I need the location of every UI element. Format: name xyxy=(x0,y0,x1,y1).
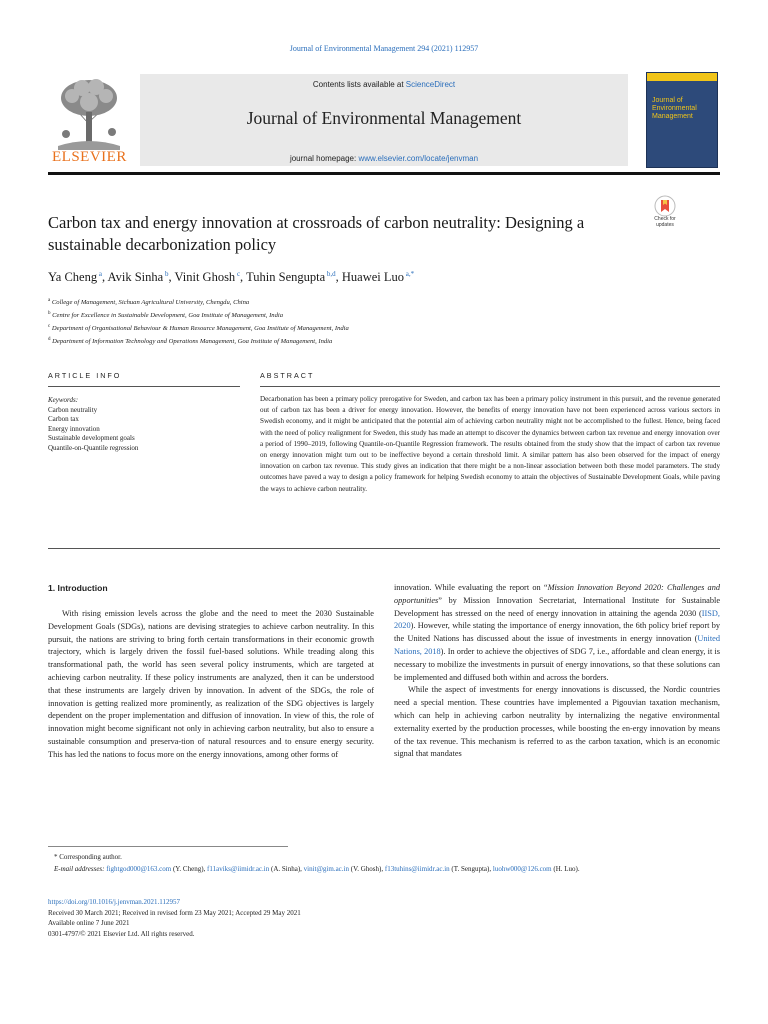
affiliation-marker: c xyxy=(48,323,51,329)
affiliations xyxy=(48,296,720,348)
email-owner: (V. Ghosh), xyxy=(349,865,385,874)
affiliation-text: College of Management, Sichuan Agricultural University, Chengdu, China xyxy=(50,299,250,307)
elsevier-logo[interactable] xyxy=(48,72,130,168)
footnote-rule xyxy=(48,846,288,847)
citation-link-iisd[interactable]: IISD, 2020 xyxy=(394,608,720,631)
text-span: ). However, while stating the importance of energy innovation, the 6th policy brief report by the United Nations has discussed about the issue of investments in energy innovation ( xyxy=(394,621,720,644)
email-owner: (H. Luo). xyxy=(551,865,580,874)
keywords-label: Keywords: xyxy=(48,396,79,404)
footnotes xyxy=(48,851,720,876)
masthead xyxy=(48,70,628,170)
author-name[interactable]: Huawei Luo xyxy=(341,270,405,285)
abstract-text: Decarbonation has been a primary policy prerogative for Sweden, and carbon tax has been a primary policy instrument in this pursuit, and the revenue generated out of carbon tax has been a driver for energy innovation. However, the benefits of energy innovation have not been experienced across various sectors in Swedish economy, and it might be anticipated that the potential aim of achieving carbon neutrality might not be accomplished to the fullest. Hence, being faced with the need of policy realignment for Sweden, this study has made an attempt to discover the dynamics between carbon tax revenue and energy innovation over a period of 1990–2019, following Quantile-on-Quantile Regression framework. The results obtained from the study show that the impact of carbon tax revenue on energy innovation might turn out to be ineffective beyond a certain threshold limit. A similar pattern has also been observed for the impact of energy innovation on carbon tax revenue. This study gives an indication that there might be a non-linear association between both these model parameters. The study outcomes have paved a way to design a policy framework for helping Swedish economy to attain the objectives of Sustainable Development Goals, while paving the ways to achieve carbon neutrality. xyxy=(260,395,720,493)
homepage-link[interactable]: www.elsevier.com/locate/jenvman xyxy=(358,154,479,163)
corresponding-author-note: * Corresponding author. xyxy=(54,853,122,861)
bookmark-icon xyxy=(654,195,676,217)
introduction-heading: 1. Introduction xyxy=(48,583,108,593)
intro-paragraph-2 xyxy=(394,582,720,684)
citation-link-un[interactable]: United Nations, 2018 xyxy=(394,634,720,656)
sciencedirect-link[interactable]: ScienceDirect xyxy=(405,80,456,89)
homepage-label: journal homepage: xyxy=(289,154,359,163)
elsevier-wordmark: ELSEVIER xyxy=(52,149,127,165)
email-link[interactable]: vinit@gim.ac.in xyxy=(303,865,349,874)
publication-info xyxy=(48,897,720,939)
keyword-item: Energy innovation xyxy=(48,424,100,433)
intro-paragraph-1: With rising emission levels across the globe and the need to meet the 2030 Sustainable Development Goals (SDGs), nations are devising strategies to achieve carbon neutrality. In this pursuit, the nations are striving to bring forth certain transformations in their economic growth trajectory, which is largely driven the fossil fuel-based solutions. While treading along this transformational path, the world has seen several policy instruments, which are targeted at achieving carbon neutrality. If these policy instruments are analyzed, then it can be understood that these instruments are largely driven by innovation. In advent of the SDGs, the role of innovation is getting realized more prominently, as realization of the SDG objectives is largely dependent on the proper implementation and diffusion of innovation. In view of this, the role of innovation might become significant not only in achieving carbon neutrality, but also to ensure a sustainable consumption and preserva-tion of natural resources and to ensure energy security. This has led the nations to focus more on the energy innovations, among other forms of xyxy=(48,609,374,759)
contents-prefix: Contents lists available at xyxy=(312,80,406,89)
affiliation-marker: d xyxy=(48,336,51,342)
abstract-rule xyxy=(260,386,720,387)
masthead-banner xyxy=(140,74,628,166)
article-info-rule xyxy=(48,386,240,387)
affiliation-item xyxy=(48,309,720,322)
left-column xyxy=(48,608,374,762)
author-list: Ya Cheng $^a$, Avik Sinha $^b$, Vinit Ghosh $^c$, Tuhin Sengupta $^{b,d}$, Huawei Luo $^{a,*}$ xyxy=(48,270,415,285)
journal-reference[interactable]: Journal of Environmental Management 294 (2021) 112957 xyxy=(289,44,479,53)
check-for-updates-badge[interactable] xyxy=(645,195,685,231)
author-affiliation-marker[interactable]: c xyxy=(235,270,241,278)
author-affiliation-marker[interactable]: a,* xyxy=(404,270,415,278)
received-dates: Received 30 March 2021; Received in revised form 23 May 2021; Accepted 29 May 2021 xyxy=(48,908,301,917)
journal-title: Journal of Environmental Management xyxy=(246,108,522,128)
affiliation-text: Centre for Excellence in Sustainable Development, Goa Institute of Management, India xyxy=(50,312,283,320)
keywords-block xyxy=(48,396,238,454)
doi-link[interactable]: https://doi.org/10.1016/j.jenvman.2021.112957 xyxy=(48,898,181,906)
author-name[interactable]: Vinit Ghosh xyxy=(174,270,236,285)
affiliation-text: Department of Organisational Behaviour & Human Resource Management, Goa Institute of Management, India xyxy=(50,325,349,333)
email-link[interactable]: f11aviks@iimidr.ac.in xyxy=(207,865,270,874)
contents-line xyxy=(140,80,628,89)
cover-band xyxy=(647,73,717,81)
affiliation-marker: a xyxy=(48,298,51,303)
email-owner: (Y. Cheng), xyxy=(171,865,208,874)
email-owner: (A. Sinha), xyxy=(269,865,304,874)
author-name[interactable]: Ya Cheng xyxy=(48,270,98,285)
right-column xyxy=(394,582,720,761)
keywords-list xyxy=(48,406,238,454)
journal-homepage xyxy=(140,154,628,163)
affiliation-marker: b xyxy=(48,310,51,316)
email-owner: (T. Sengupta), xyxy=(449,865,493,874)
copyright: 0301-4797/© 2021 Elsevier Ltd. All rights reserved. xyxy=(48,929,195,938)
cover-title: Journal of Environmental Management xyxy=(652,97,697,120)
author-name[interactable]: Tuhin Sengupta xyxy=(246,270,326,285)
author-affiliation-marker[interactable]: a xyxy=(97,270,102,278)
affiliation-item xyxy=(48,322,720,335)
masthead-rule xyxy=(48,172,720,175)
article-info-heading: ARTICLE INFO xyxy=(48,371,122,380)
article-title: Carbon tax and energy innovation at crossroads of carbon neutrality: Designing a sustainable decarbonization policy xyxy=(48,213,585,254)
text-span: ” by Mission Innovation Secretariat, International Institute for Sustainable Development has stressed on the need of energy innovation in attaining the agenda 2030 ( xyxy=(394,595,720,618)
author-name[interactable]: Avik Sinha xyxy=(107,270,164,285)
elsevier-tree-icon xyxy=(48,72,130,152)
email-addresses xyxy=(48,863,720,875)
email-label: E-mail addresses: xyxy=(54,865,107,874)
affiliation-item xyxy=(48,335,720,348)
keyword-item: Quantile-on-Quantile regression xyxy=(48,443,139,452)
intro-paragraph-3: While the aspect of investments for energy innovations is discussed, the Nordic countries need a special mention. These countries have implemented a Pigouvian taxation mechanism, which can help in achieving carbon neutrality by internalizing the negative environmental externality exerted by the production processes, while boosting the en-ergy innovation by means of the tax revenue. This mechanism is referred to as the carbon taxation, which is an economic signal that mandates xyxy=(394,685,720,759)
text-span: ). In order to achieve the objectives of SDG 7, i.e., affordable and clean energy, it is necessary to mobilize the investments in pursuit of energy innovations, so that these solutions can be implemented and diffused both within and across the borders. xyxy=(394,646,720,682)
abstract-bottom-rule xyxy=(48,548,720,549)
check-for-updates-label: Check for updates xyxy=(654,216,676,228)
affiliation-text: Department of Information Technology and Operations Management, Goa Institute of Management, India xyxy=(50,338,333,346)
affiliation-item xyxy=(48,296,720,309)
abstract-heading: ABSTRACT xyxy=(260,371,315,380)
report-title-italic: Mission Innovation Beyond 2020: Challenges and opportunities xyxy=(394,583,720,605)
keyword-item: Sustainable development goals xyxy=(48,434,135,443)
available-online: Available online 7 June 2021 xyxy=(48,919,130,927)
email-link[interactable]: f13tuhins@iimidr.ac.in xyxy=(384,865,450,874)
author-affiliation-marker[interactable]: b,d xyxy=(325,270,336,278)
journal-cover-thumbnail[interactable] xyxy=(646,72,718,168)
text-span: innovation. While evaluating the report on “ xyxy=(394,583,548,592)
email-link[interactable]: fightgod000@163.com xyxy=(106,865,172,874)
keyword-item: Carbon tax xyxy=(48,415,79,424)
keyword-item: Carbon neutrality xyxy=(48,405,98,414)
email-link[interactable]: luohw000@126.com xyxy=(492,865,552,874)
author-affiliation-marker[interactable]: b xyxy=(163,270,169,278)
